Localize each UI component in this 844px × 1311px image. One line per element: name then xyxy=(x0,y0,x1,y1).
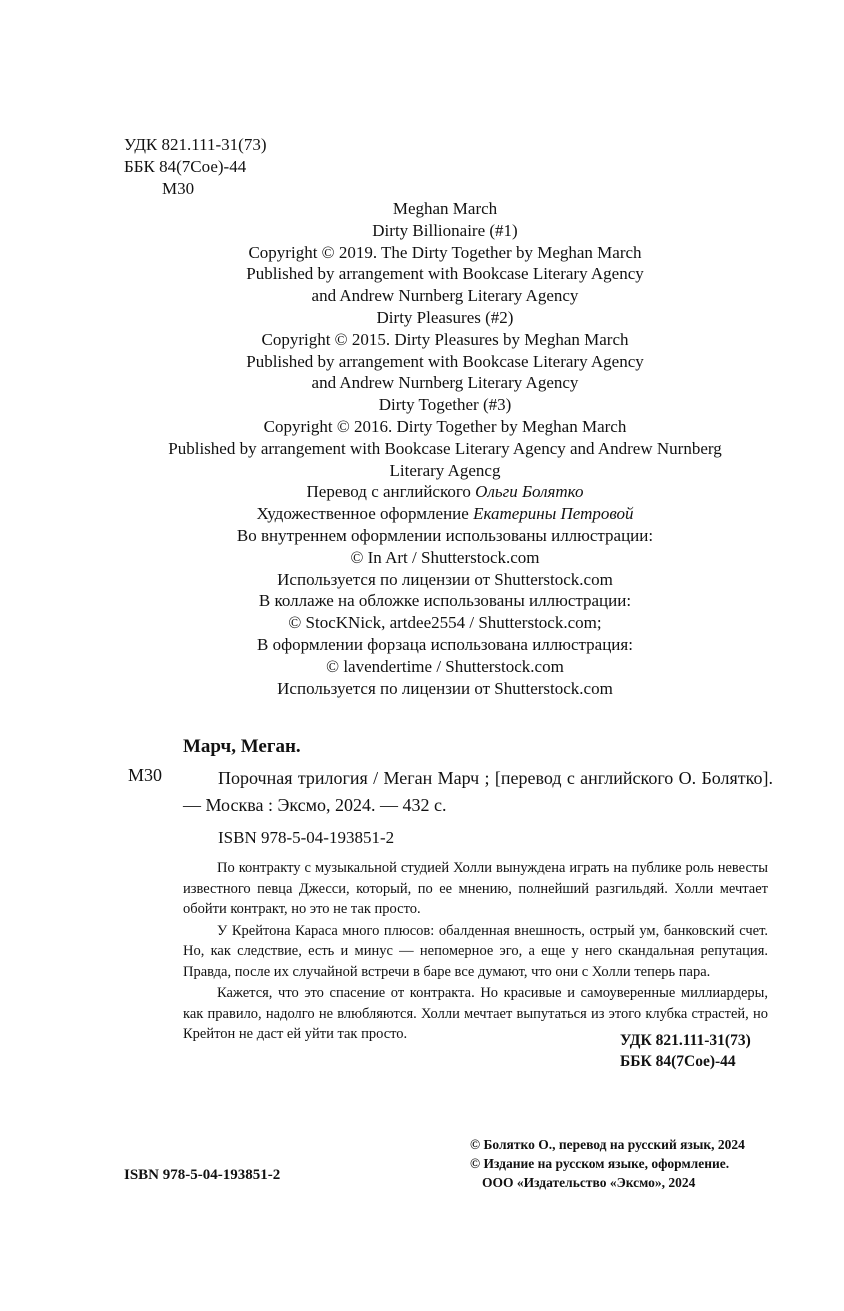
book1-agency: and Andrew Nurnberg Literary Agency xyxy=(311,286,579,306)
book3-agency: Literary Agencg xyxy=(389,460,501,480)
inner-illustrations-credit: © In Art / Shutterstock.com xyxy=(350,547,540,567)
book2-title: Dirty Pleasures (#2) xyxy=(376,307,514,327)
license-note-2: Используется по лицензии от Shutterstock.com xyxy=(277,678,613,698)
footer-isbn: ISBN 978-5-04-193851-2 xyxy=(124,1167,281,1183)
translation-credit xyxy=(120,481,770,503)
annotation-paragraph: У Крейтона Караса много плюсов: обалденная внешность, острый ум, банковский счет. Но, как следствие, есть и минус — непомерное эго, а еще у него скандальная репутация. Правда, после их случайной встречи в баре все думают, что они с Холли теперь пара. xyxy=(183,922,768,980)
copyright-translation: © Болятко О., перевод на русский язык, 2024 xyxy=(470,1137,745,1152)
design-credit xyxy=(120,503,770,525)
bibliographic-description: Порочная трилогия / Меган Марч ; [перевод с английского О. Болятко]. — Москва : Эксмо, 2024. — 432 с. xyxy=(183,768,773,815)
cover-illustrations-credit: © StocKNick, artdee2554 / Shutterstock.com; xyxy=(288,613,602,633)
book3-published: Published by arrangement with Bookcase Literary Agency and Andrew Nurnberg xyxy=(168,438,722,458)
bibliographic-author-heading: Марч, Меган. xyxy=(183,736,301,757)
footer-udk-code: УДК 821.111-31(73) xyxy=(620,1032,751,1049)
book1-title: Dirty Billionaire (#1) xyxy=(372,220,518,240)
inner-illustrations-note: Во внутреннем оформлении использованы иллюстрации: xyxy=(236,525,654,545)
cover-illustrations-note: В коллаже на обложке использованы иллюстрации: xyxy=(258,591,632,611)
copyright-notices xyxy=(470,1135,745,1192)
bbk-code: ББК 84(7Сое)-44 xyxy=(124,157,247,176)
book1-copyright: Copyright © 2019. The Dirty Together by Meghan March xyxy=(248,242,642,262)
bibliographic-author-mark: М30 xyxy=(128,765,163,785)
udk-code: УДК 821.111-31(73) xyxy=(124,135,267,154)
endpaper-illustration-note: В оформлении форзаца использована иллюстрация: xyxy=(257,634,633,654)
book2-copyright: Copyright © 2015. Dirty Pleasures by Meghan March xyxy=(261,329,629,349)
book3-copyright: Copyright © 2016. Dirty Together by Meghan March xyxy=(263,416,627,436)
annotation-paragraph: Кажется, что это спасение от контракта. Но красивые и самоуверенные миллиардеры, как правило, надолго не влюбляются. Холли мечтает выпутаться из этого клубка страстей, но Крейтон не даст ей уйти так просто. xyxy=(183,985,768,1042)
annotation xyxy=(183,858,768,1046)
book1-published: Published by arrangement with Bookcase Literary Agency xyxy=(246,264,644,284)
book2-agency: and Andrew Nurnberg Literary Agency xyxy=(311,373,579,393)
credits-block xyxy=(120,198,770,699)
license-note-1: Используется по лицензии от Shutterstock.com xyxy=(277,569,613,589)
footer-classification-codes xyxy=(620,1030,751,1072)
credits-author: Meghan March xyxy=(392,199,498,218)
book2-published: Published by arrangement with Bookcase Literary Agency xyxy=(246,351,644,371)
copyright-publisher: ООО «Издательство «Эксмо», 2024 xyxy=(482,1175,696,1190)
translator-name: Ольги Болятко xyxy=(475,482,584,502)
design-prefix: Художественное оформление xyxy=(256,504,474,524)
copyright-edition: © Издание на русском языке, оформление. xyxy=(470,1156,730,1171)
book3-title: Dirty Together (#3) xyxy=(378,395,512,415)
translation-prefix: Перевод с английского xyxy=(306,482,476,502)
designer-name: Екатерины Петровой xyxy=(473,504,634,524)
author-mark: М30 xyxy=(162,179,195,198)
footer-bbk-code: ББК 84(7Сое)-44 xyxy=(620,1053,736,1070)
annotation-paragraph: По контракту с музыкальной студией Холли вынуждена играть на публике роль невесты известного певца Джесси, который, по ее мнению, полнейший разгильдяй. Холли мечтает обойти контракт, но это не так просто. xyxy=(183,860,768,917)
header-classification-codes xyxy=(124,134,266,200)
endpaper-illustration-credit: © lavendertime / Shutterstock.com xyxy=(326,656,564,676)
bibliographic-isbn: ISBN 978-5-04-193851-2 xyxy=(218,828,395,847)
